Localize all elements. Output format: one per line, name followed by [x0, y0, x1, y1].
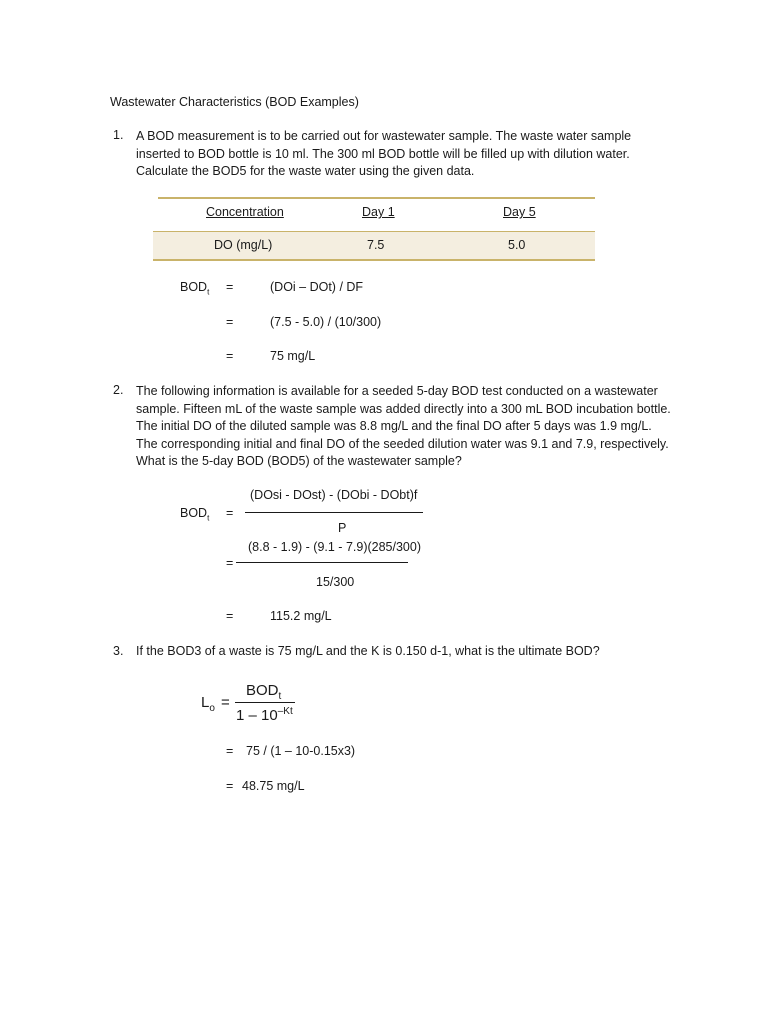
q1-line: inserted to BOD bottle is 10 ml. The 300 ml BOD bottle will be filled up with dilution water.	[136, 146, 630, 161]
equals-sign: =	[226, 506, 234, 520]
q2-denominator-formula: P	[338, 521, 347, 535]
q1-text	[136, 128, 631, 181]
q1-number: 1.	[113, 128, 124, 142]
q2-line: sample. Fifteen mL of the waste sample was added directly into a 300 mL BOD incubation bottle.	[136, 401, 671, 416]
table-header-concentration: Concentration	[206, 205, 284, 219]
table-row	[153, 232, 595, 259]
equals-sign: =	[226, 556, 234, 570]
equals-sign: =	[226, 744, 234, 758]
equals-sign: =	[226, 779, 234, 793]
page-title: Wastewater Characteristics (BOD Examples)	[110, 95, 359, 109]
q2-result: 115.2 mg/L	[270, 609, 332, 623]
fraction-bar	[245, 512, 423, 513]
q1-line: A BOD measurement is to be carried out for wastewater sample. The waste water sample	[136, 129, 632, 143]
q2-line: The corresponding initial and final DO of the seeded dilution water was 9.1 and 7.9, respectively.	[136, 436, 669, 451]
q2-numerator-values: (8.8 - 1.9) - (9.1 - 7.9)(285/300)	[248, 540, 421, 554]
equals-sign: =	[226, 280, 234, 294]
q3-result: 48.75 mg/L	[242, 779, 305, 793]
q1-line: Calculate the BOD5 for the waste water using the given data.	[136, 164, 475, 178]
q2-bod-label: $BOD_t$	[180, 506, 210, 523]
q2-line: What is the 5-day BOD (BOD5) of the wastewater sample?	[136, 454, 462, 468]
fraction-bar	[235, 702, 295, 703]
q2-line: The initial DO of the diluted sample was 8.8 mg/L and the final DO after 5 days was 1.9 mg/L.	[136, 419, 652, 433]
q3-lhs: $L_o$	[201, 694, 215, 714]
table-cell: DO (mg/L)	[214, 238, 273, 252]
q2-number: 2.	[113, 383, 124, 397]
table-cell: 5.0	[508, 238, 526, 252]
q1-bod-label: $BOD_t$	[180, 280, 210, 297]
q2-numerator-formula: (DOsi - DOst) - (DObi - DObt)f	[250, 488, 418, 502]
q1-result: 75 mg/L	[270, 349, 316, 363]
equals-sign: =	[221, 694, 230, 711]
table-header-day1: Day 1	[362, 205, 395, 219]
table-bottom-rule	[153, 259, 595, 261]
table-top-rule	[158, 197, 595, 199]
q2-text	[136, 383, 671, 471]
q3-denominator: $1 - 10^{-Kt}$	[236, 706, 293, 724]
equals-sign: =	[226, 349, 234, 363]
q1-step-values: (7.5 - 5.0) / (10/300)	[270, 315, 382, 329]
q2-line: The following information is available for a seeded 5-day BOD test conducted on a wastewater	[136, 384, 658, 398]
q3-numerator: $BOD_t$	[246, 682, 282, 702]
fraction-bar	[236, 562, 408, 563]
q3-question: If the BOD3 of a waste is 75 mg/L and the K is 0.150 d-1, what is the ultimate BOD?	[136, 644, 600, 658]
table-cell: 7.5	[367, 238, 385, 252]
q3-step-values: 75 / (1 – 10-0.15x3)	[246, 744, 356, 758]
equals-sign: =	[226, 609, 234, 623]
q1-step-formula: (DOi – DOt) / DF	[270, 280, 364, 294]
equals-sign: =	[226, 315, 234, 329]
q2-denominator-values: 15/300	[316, 575, 355, 589]
table-header-day5: Day 5	[503, 205, 536, 219]
q3-number: 3.	[113, 644, 124, 658]
